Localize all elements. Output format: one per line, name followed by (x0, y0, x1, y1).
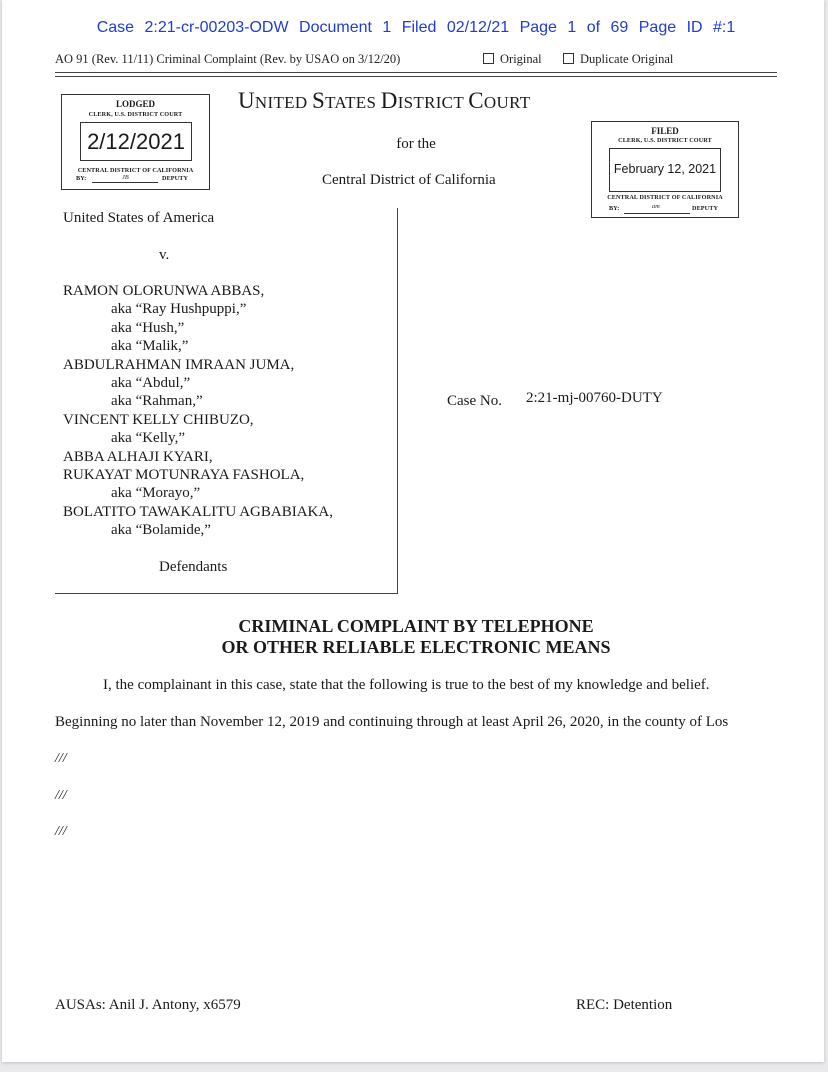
defendant-alias: aka “Bolamide,” (111, 522, 211, 539)
caption-divider-horizontal (55, 593, 398, 594)
header-rule-top (55, 72, 777, 73)
filed-stamp-deputy: DEPUTY (692, 205, 719, 212)
header-rule-bottom (55, 76, 777, 77)
lodged-stamp-by: BY: (76, 175, 87, 182)
defendant-name: VINCENT KELLY CHIBUZO, (63, 411, 254, 428)
checkbox-duplicate-original (563, 52, 673, 67)
filed-stamp (591, 121, 739, 218)
caption-divider-vertical (397, 208, 398, 594)
filed-stamp-district: CENTRAL DISTRICT OF CALIFORNIA (607, 194, 723, 201)
filed-stamp-title: FILED (651, 126, 679, 136)
case-number: 2:21-mj-00760-DUTY (526, 390, 663, 406)
lodged-stamp-district: CENTRAL DISTRICT OF CALIFORNIA (77, 167, 194, 174)
checkbox-duplicate-label: Duplicate Original (580, 52, 674, 66)
form-identifier: AO 91 (Rev. 11/11) Criminal Complaint (Rev. by USAO on 3/12/20) (55, 52, 401, 66)
defendant-name: ABDULRAHMAN IMRAAN JUMA, (63, 356, 295, 373)
defendant-name: BOLATITO TAWAKALITU AGBABIAKA, (63, 503, 333, 520)
defendant-alias: aka “Rahman,” (111, 393, 203, 410)
for-the-label: for the (396, 136, 436, 152)
lodged-date: 2/12/2021 (87, 129, 185, 154)
document-title-line1: CRIMINAL COMPLAINT BY TELEPHONE (238, 616, 594, 636)
court-title: UNITED STATES DISTRICT COURT (238, 88, 531, 113)
filed-initials: am (652, 203, 660, 210)
lodged-stamp-deputy: DEPUTY (162, 175, 189, 182)
filed-date-box (609, 148, 721, 192)
defendant-alias: aka “Malik,” (111, 338, 189, 355)
defendant-alias: aka “Ray Hushpuppi,” (111, 301, 247, 318)
checkbox-icon (483, 53, 494, 64)
defendant-alias: aka “Morayo,” (111, 485, 201, 502)
recommendation: REC: Detention (576, 997, 673, 1013)
continuation-mark: /// (55, 751, 67, 766)
continuation-mark: /// (55, 824, 67, 839)
defendants-label: Defendants (159, 559, 228, 575)
filed-signature-line (624, 213, 690, 214)
defendant-alias: aka “Hush,” (111, 319, 185, 336)
ausa-contact: AUSAs: Anil J. Antony, x6579 (55, 997, 241, 1013)
plaintiff-name: United States of America (63, 210, 215, 226)
checkbox-original-label: Original (500, 52, 542, 66)
case-header-stamp: Case 2:21-cr-00203-ODW Document 1 Filed 02/12/21 Page 1 of 69 Page ID #:1 (96, 19, 736, 36)
filed-stamp-clerk: CLERK, U.S. DISTRICT COURT (618, 137, 712, 144)
lodged-stamp-clerk: CLERK, U.S. DISTRICT COURT (88, 111, 183, 118)
defendant-name: RAMON OLORUNWA ABBAS, (63, 283, 265, 299)
checkbox-icon (563, 53, 574, 64)
document-page (2, 0, 824, 1062)
case-number-label: Case No. (447, 393, 502, 409)
district-name: Central District of California (322, 172, 496, 188)
lodged-stamp-title: LODGED (115, 99, 155, 109)
filed-stamp-by: BY: (609, 205, 620, 212)
complainant-statement: I, the complainant in this case, state that the following is true to the best of my knowledge and belief. (103, 677, 710, 693)
defendant-name: RUKAYAT MOTUNRAYA FASHOLA, (63, 467, 305, 483)
defendant-alias: aka “Abdul,” (111, 375, 191, 391)
continuation-mark: /// (55, 788, 67, 803)
defendant-alias: aka “Kelly,” (111, 430, 185, 447)
filed-date: February 12, 2021 (613, 162, 717, 176)
offense-period-text: Beginning no later than November 12, 2019 and continuing through at least April 26, 2020, in the county of Los (55, 714, 729, 730)
checkbox-original (483, 52, 542, 67)
lodged-initials: JB (122, 174, 129, 181)
versus-label: v. (159, 247, 170, 263)
defendant-name: ABBA ALHAJI KYARI, (63, 448, 213, 465)
document-title-line2: OR OTHER RELIABLE ELECTRONIC MEANS (221, 637, 611, 657)
lodged-signature-line (92, 182, 158, 183)
